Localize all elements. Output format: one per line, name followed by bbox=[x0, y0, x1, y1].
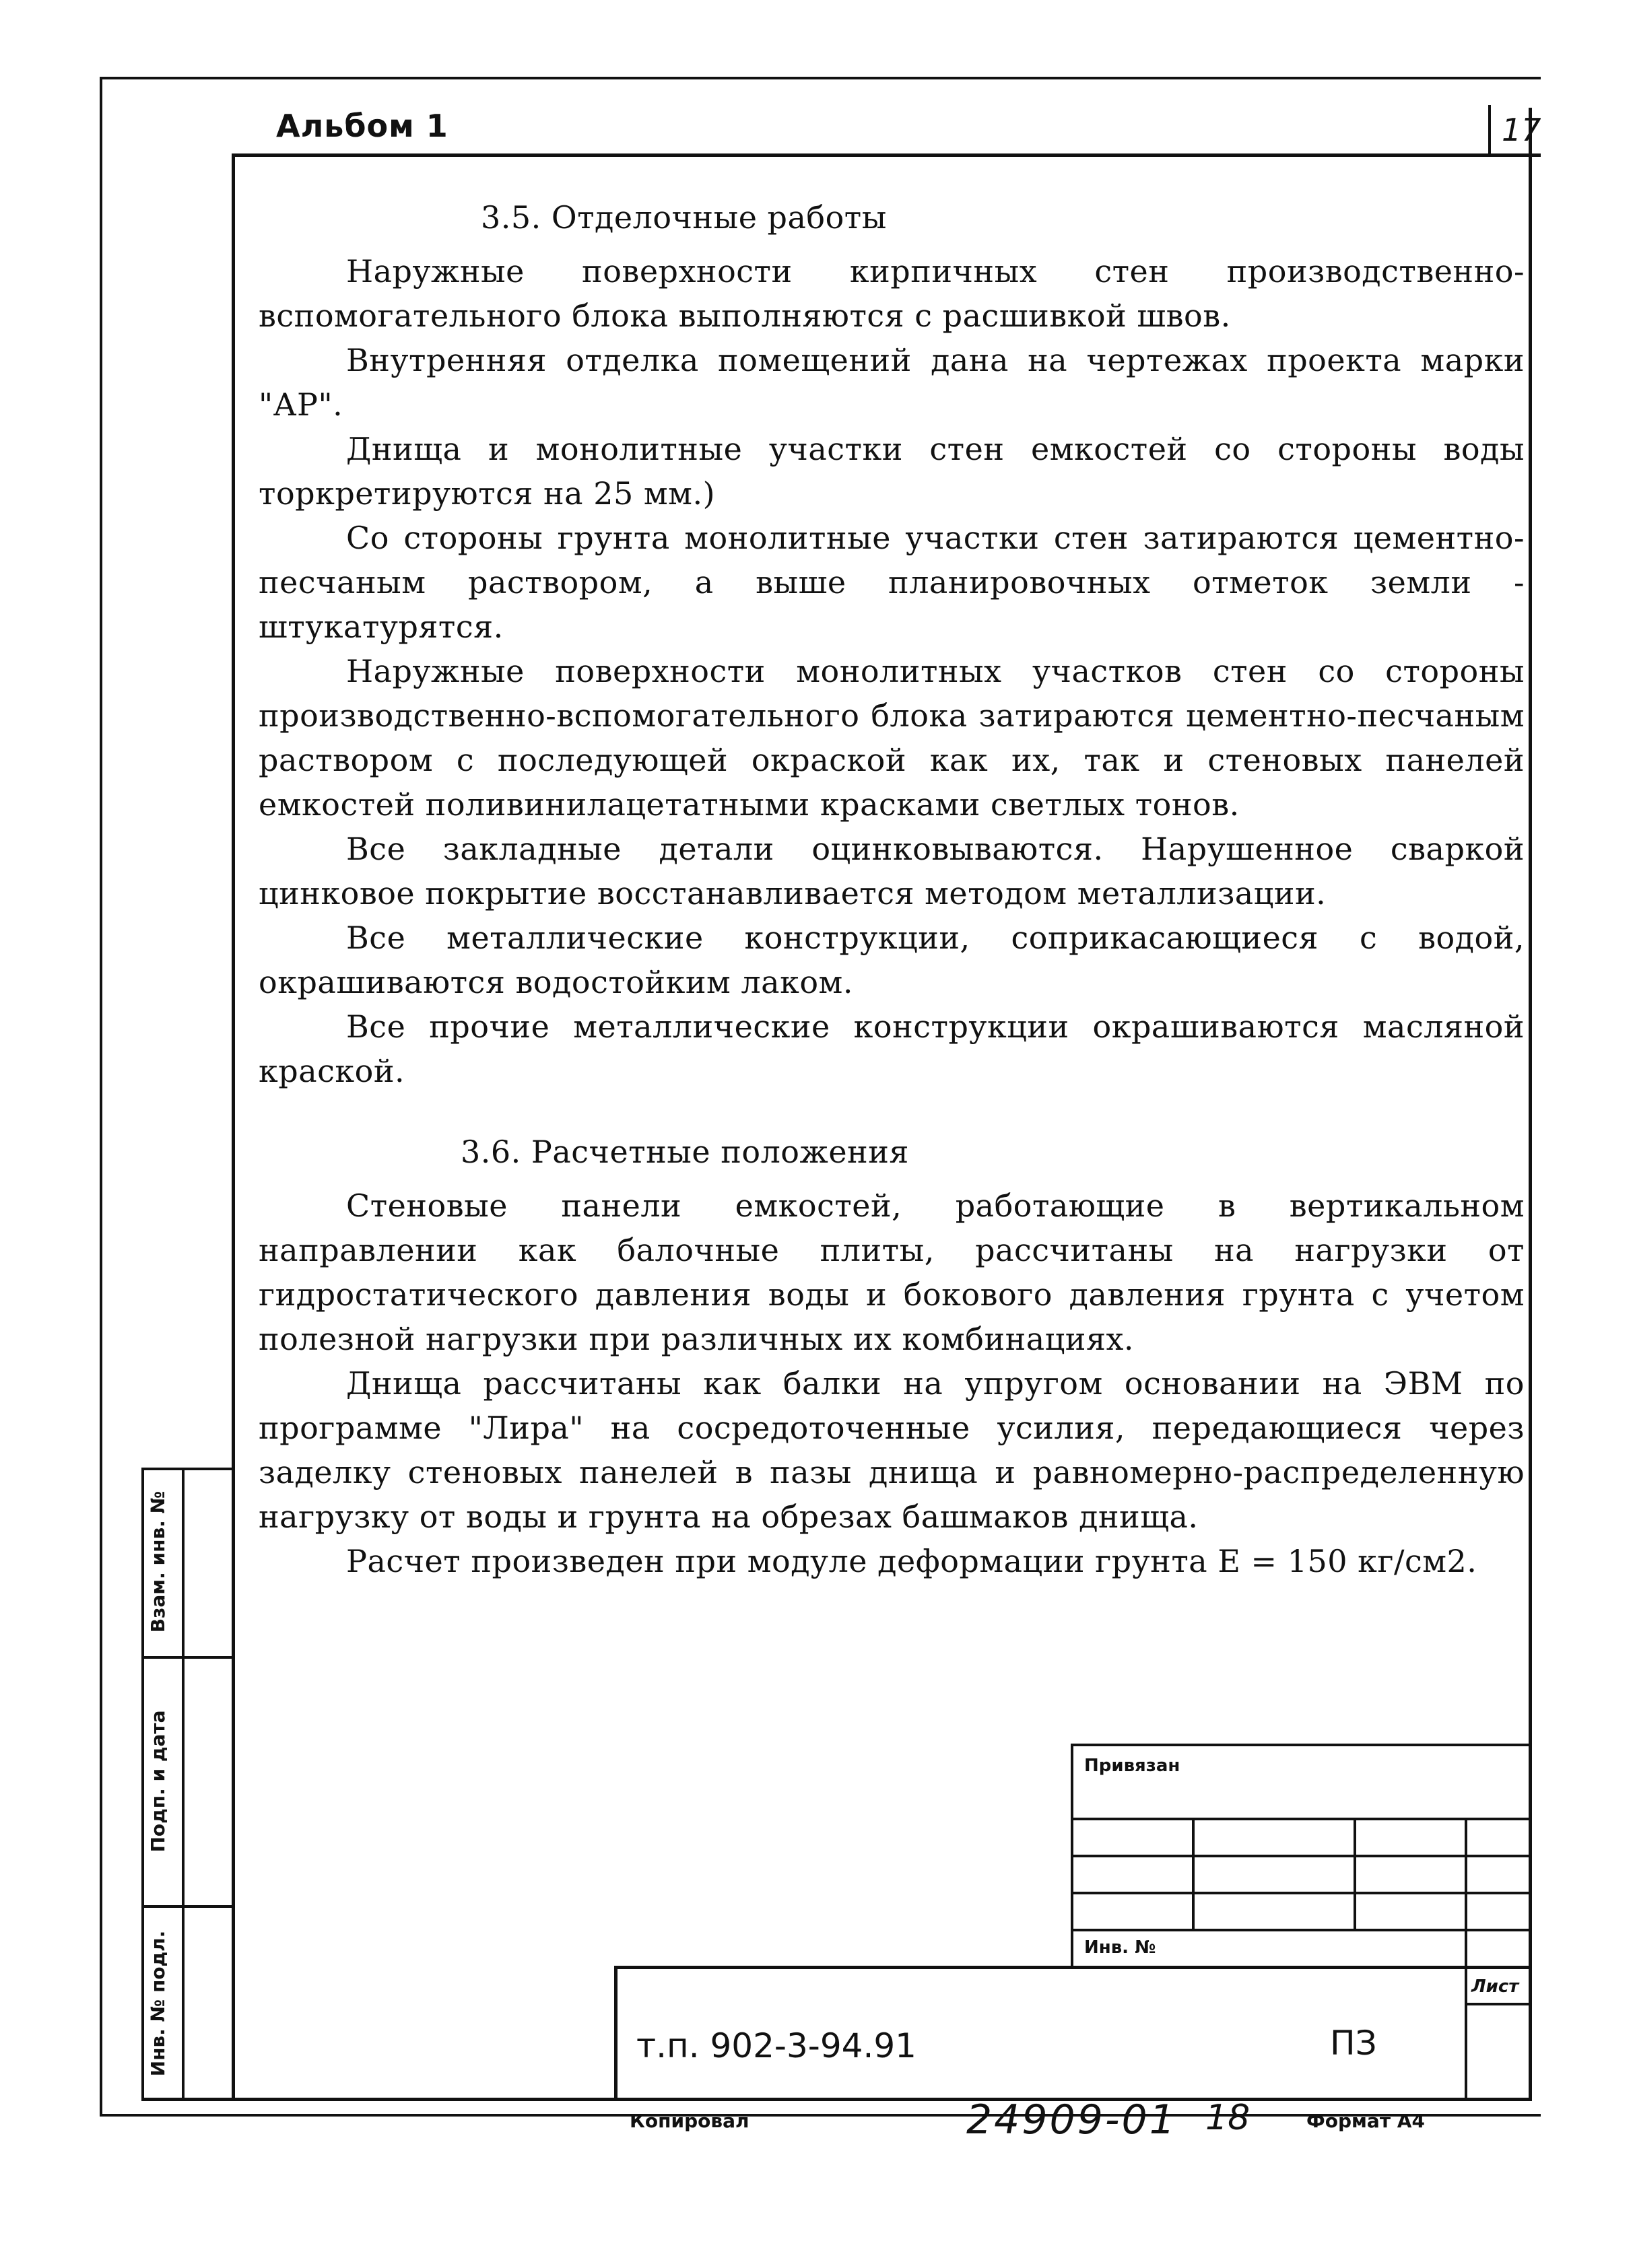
list-label: Лист bbox=[1471, 1977, 1519, 1997]
paragraph: Наружные поверхности монолитных участков стен со стороны производственно-вспомогательного блока затираются цементно-песчаным раствором с последующей окраской как их, так и стеновых панелей емкостей поливинилацетатными красками светлых тонов. bbox=[259, 653, 1525, 823]
album-label: Альбом 1 bbox=[276, 108, 448, 144]
inv-podl-label: Инв. № подл. bbox=[147, 1930, 169, 2077]
podp-data-label: Подп. и дата bbox=[147, 1710, 169, 1853]
section-title-3-5: 3.5. Отделочные работы bbox=[481, 199, 887, 236]
kopiroval-label: Копировал bbox=[630, 2110, 749, 2132]
paragraph: Все металлические конструкции, соприкасающиеся с водой, окрашиваются водостойким лаком. bbox=[259, 920, 1525, 1000]
paragraph: Стеновые панели емкостей, работающие в вертикальном направлении как балочные плиты, рассчитаны на нагрузки от гидростатического давления воды и бокового давления грунта с учетом полезной нагрузки при различных их комбинациях. bbox=[259, 1188, 1525, 1357]
paragraph: Днища и монолитные участки стен емкостей со стороны воды торкретируются на 25 мм.) bbox=[259, 431, 1525, 512]
paragraph: Наружные поверхности кирпичных стен производственно-вспомогательного блока выполняются с расшивкой швов. bbox=[259, 253, 1525, 334]
paragraph: Днища рассчитаны как балки на упругом основании на ЭВМ по программе "Лира" на сосредоточенные усилия, передающиеся через заделку стеновых панелей в пазы днища и равномерно-распределенную нагрузку от воды и грунта на обрезах башмаков днища. bbox=[259, 1365, 1525, 1535]
tb-upper-v2 bbox=[1354, 1818, 1356, 1929]
order-sheet: 18 bbox=[1205, 2098, 1250, 2138]
vzam-inv-label: Взам. инв. № bbox=[147, 1490, 169, 1633]
paragraph: Все прочие металлические конструкции окрашиваются масляной краской. bbox=[259, 1008, 1525, 1089]
tb-upper-v3 bbox=[1465, 1818, 1467, 2100]
tb-list-divider bbox=[1465, 2003, 1532, 2005]
side-stamp-left bbox=[141, 1468, 144, 2100]
inner-frame-right bbox=[1529, 108, 1532, 2100]
tb-main-top bbox=[614, 1966, 1532, 1969]
outer-frame-left bbox=[100, 77, 102, 2117]
section-title-3-6: 3.6. Расчетные положения bbox=[461, 1134, 909, 1170]
inner-frame-bottom bbox=[141, 2098, 1532, 2101]
document-code: т.п. 902-3-94.91 bbox=[636, 2026, 916, 2065]
document-body bbox=[259, 195, 1525, 1583]
paragraph: Расчет произведен при модуле деформации грунта Е = 150 кг/см2. bbox=[346, 1543, 1477, 1579]
side-stamp-mid bbox=[182, 1468, 185, 2100]
tb-upper-top bbox=[1071, 1744, 1532, 1746]
tb-upper-h1 bbox=[1071, 1818, 1532, 1820]
paragraph: Со стороны грунта монолитные участки стен затираются цементно-песчаным раствором, а выше планировочных отметок земли - штукатурятся. bbox=[259, 520, 1525, 645]
inv-no-label: Инв. № bbox=[1084, 1937, 1156, 1958]
page-number: 17 bbox=[1502, 112, 1541, 148]
tb-main-left bbox=[614, 1966, 618, 2100]
outer-frame-top bbox=[100, 77, 1541, 79]
tb-upper-h4 bbox=[1071, 1929, 1532, 1931]
sheet-code: ПЗ bbox=[1330, 2024, 1377, 2063]
inner-frame-left bbox=[232, 153, 235, 2100]
page-number-box-left bbox=[1488, 105, 1491, 155]
paragraph: Все закладные детали оцинковываются. Нарушенное сваркой цинковое покрытие восстанавливается методом металлизации. bbox=[259, 831, 1525, 912]
privyazan-label: Привязан bbox=[1084, 1756, 1180, 1776]
tb-upper-h3 bbox=[1071, 1892, 1532, 1894]
inner-frame-top bbox=[234, 153, 1541, 157]
tb-upper-v1 bbox=[1192, 1818, 1195, 1929]
side-stamp-div-1 bbox=[141, 1656, 234, 1659]
format-label: Формат А4 bbox=[1306, 2110, 1425, 2132]
paragraph: Внутренняя отделка помещений дана на чертежах проекта марки "АР". bbox=[259, 342, 1525, 423]
order-number: 24909-01 bbox=[966, 2096, 1177, 2143]
tb-upper-h2 bbox=[1071, 1855, 1532, 1857]
